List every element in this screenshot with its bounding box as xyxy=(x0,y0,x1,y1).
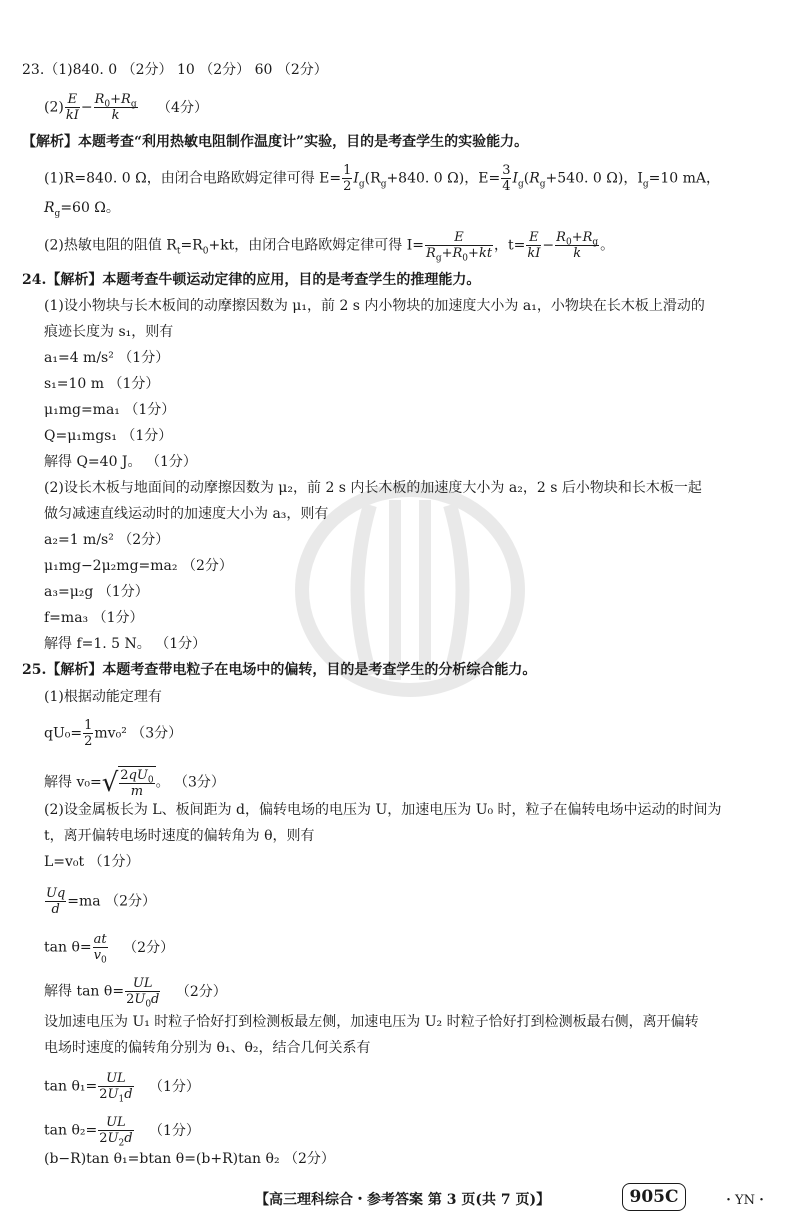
q24-result-q: 解得 Q=40 J。 （1分） xyxy=(44,454,197,470)
q25-part1-text: (1)根据动能定理有 xyxy=(44,689,162,705)
q25-analysis-heading: 25.【解析】本题考查带电粒子在电场中的偏转，目的是考查学生的分析综合能力。 xyxy=(22,662,537,678)
fraction: $\frac{3}{4}$ xyxy=(502,163,511,194)
fraction: $\frac{E}{kI}$ xyxy=(65,92,79,123)
q23-solution-part2: (2)热敏电阻的阻值 $R_t=R_0+kt$，由闭合电路欧姆定律可得 I= $\frac{E}{R_g+R_0+kt}$ ，t= $\frac{E}{kI}$ − $\frac{R_0+R_g}{k}$ 。 xyxy=(44,230,615,264)
q24-part2-text-cont: 做匀减速直线运动时的加速度大小为 a₃，则有 xyxy=(44,506,329,522)
footer-title: 【高三理科综合・参考答案 第 3 页(共 7 页)】 xyxy=(255,1192,551,1208)
region-code: ・YN・ xyxy=(722,1193,768,1208)
q25-part3-text-cont: 电场时速度的偏转角分别为 θ₁、θ₂，结合几何关系有 xyxy=(44,1040,371,1056)
q24-eq-s1: s₁=10 m （1分） xyxy=(44,376,160,392)
q23-solution-rg: $R_g=60$ Ω。 xyxy=(44,200,120,219)
fraction: $\frac{Uq}{d}$ xyxy=(46,886,66,917)
fraction: $\frac{UL}{2U_0d}$ xyxy=(126,976,160,1010)
q25-eq-length: L=v₀t （1分） xyxy=(44,854,140,870)
q25-part2-text: (2)设金属板长为 L、板间距为 d，偏转电场的电压为 U，加速电压为 U₀ 时，粒子在偏转电场中运动的时间为 xyxy=(44,802,722,818)
q25-result-v0: 解得 v₀=√ $\frac{2qU_0}{m}$ 。 （3分） xyxy=(44,767,225,799)
fraction: $\frac{UL}{2U_1d}$ xyxy=(99,1071,133,1105)
fraction: $\frac{E}{kI}$ xyxy=(527,230,541,261)
q24-eq-a1: a₁=4 m/s² （1分） xyxy=(44,350,170,366)
fraction: $\frac{R_0+R_g}{k}$ xyxy=(556,230,599,261)
q25-eq-force: $\frac{Uq}{d}$ =ma （2分） xyxy=(46,886,156,917)
q24-eq-a3: a₃=μ₂g （1分） xyxy=(44,584,149,600)
fraction: $\frac{at}{v_0}$ xyxy=(93,932,107,966)
q24-part2-text: (2)设长木板与地面间的动摩擦因数为 μ₂，前 2 s 内长木板的加速度大小为 a₂，2 s 后小物块和长木板一起 xyxy=(44,480,702,496)
q25-eq-tan-theta: tan θ= $\frac{at}{v_0}$ （2分） xyxy=(44,932,175,966)
q24-part1-text-cont: 痕迹长度为 s₁，则有 xyxy=(44,324,174,340)
q24-result-f: 解得 f=1. 5 N。 （1分） xyxy=(44,636,207,652)
q23-analysis-heading: 【解析】本题考查“利用热敏电阻制作温度计”实验，目的是考查学生的实验能力。 xyxy=(22,134,529,150)
q25-eq-tan-theta1: tan θ₁= $\frac{UL}{2U_1d}$ （1分） xyxy=(44,1071,200,1105)
q24-eq-f: f=ma₃ （1分） xyxy=(44,610,144,626)
paper-code-badge: 905C xyxy=(622,1183,686,1211)
fraction: $\frac{R_0+R_g}{k}$ xyxy=(94,92,137,123)
q24-analysis-heading: 24.【解析】本题考查牛顿运动定律的应用，目的是考查学生的推理能力。 xyxy=(22,272,481,288)
q23-answers: 23.（1)840. 0 （2分） 10 （2分） 60 （2分） xyxy=(22,62,328,78)
fraction: $\frac{E}{R_g+R_0+kt}$ xyxy=(426,230,493,264)
q24-eq-friction1: μ₁mg=ma₁ （1分） xyxy=(44,402,176,418)
q25-eq-energy: qU₀= $\frac{1}{2}$ mv₀² （3分） xyxy=(44,718,183,749)
q25-part3-text: 设加速电压为 U₁ 时粒子恰好打到检测板最左侧，加速电压为 U₂ 时粒子恰好打到检测板最右侧，离开偏转 xyxy=(44,1014,699,1030)
q24-part1-text: (1)设小物块与长木板间的动摩擦因数为 μ₁，前 2 s 内小物块的加速度大小为 a₁，小物块在长木板上滑动的 xyxy=(44,298,705,314)
q24-eq-newton2: μ₁mg−2μ₂mg=ma₂ （2分） xyxy=(44,558,233,574)
fraction: $\frac{UL}{2U_2d}$ xyxy=(99,1115,133,1149)
fraction: $\frac{1}{2}$ xyxy=(84,718,93,749)
sqrt: √ $\frac{2qU_0}{m}$ xyxy=(101,767,154,799)
q25-eq-geometry: (b−R)tan θ₁=btan θ=(b+R)tan θ₂ （2分） xyxy=(44,1151,335,1167)
q24-eq-heat: Q=μ₁mgs₁ （1分） xyxy=(44,428,173,444)
q25-part2-text-cont: t，离开偏转电场时速度的偏转角为 θ，则有 xyxy=(44,828,315,844)
q23-part2-formula: (2) $\frac{E}{kI}$ − $\frac{R_0+R_g}{k}$ （4分） xyxy=(44,92,208,123)
q23-solution-part1: (1)R=840. 0 Ω，由闭合电路欧姆定律可得 E= $\frac{1}{2}$ $I_g(R_g+840$. 0 Ω)，E= $\frac{3}{4}$ $I_g(R_g+540$. 0 Ω)，$I_g=10$ mA， xyxy=(44,163,721,194)
q25-result-tan-theta: 解得 tan θ= $\frac{UL}{2U_0d}$ （2分） xyxy=(44,976,227,1010)
fraction: $\frac{1}{2}$ xyxy=(343,163,352,194)
q24-eq-a2: a₂=1 m/s² （2分） xyxy=(44,532,170,548)
q25-eq-tan-theta2: tan θ₂= $\frac{UL}{2U_2d}$ （1分） xyxy=(44,1115,200,1149)
fraction: $\frac{2qU_0}{m}$ xyxy=(120,768,154,799)
